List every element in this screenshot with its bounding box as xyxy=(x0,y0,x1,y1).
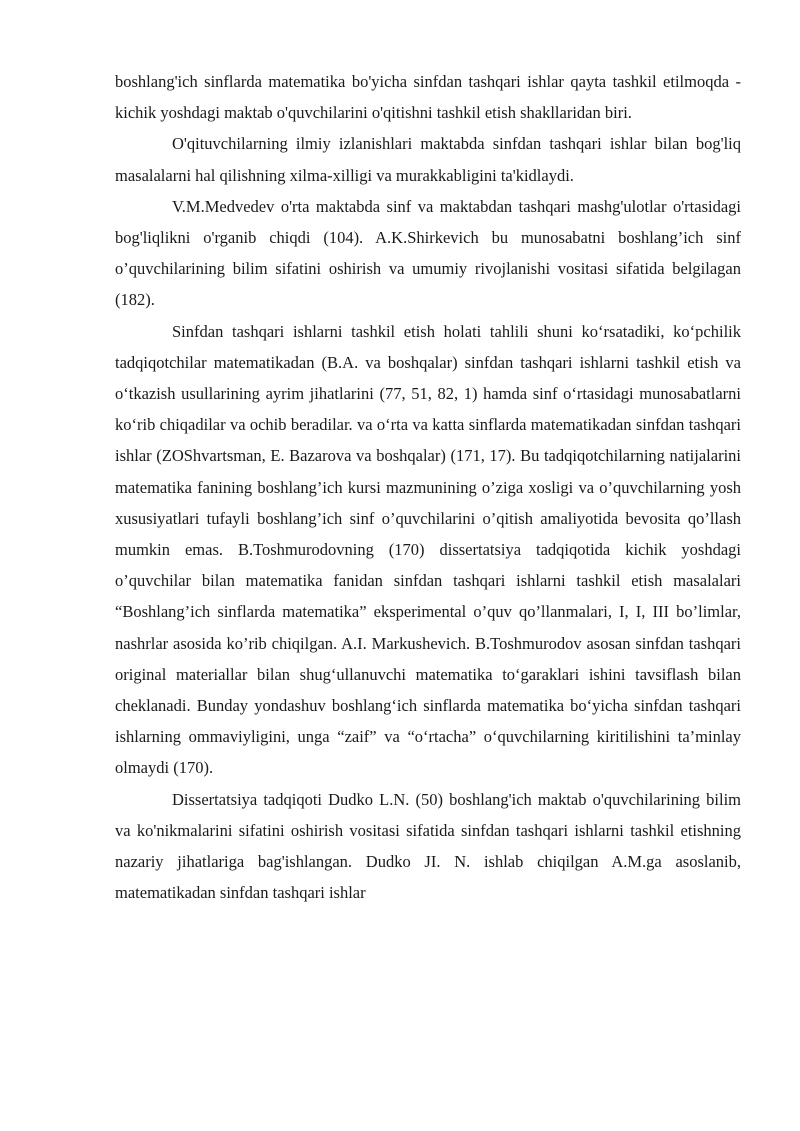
paragraph: boshlang'ich sinflarda matematika bo'yicha sinfdan tashqari ishlar qayta tashkil etilmoqda - kichik yoshdagi maktab o'quvchilarini o'qitishni tashkil etish shakllaridan biri. xyxy=(115,72,741,123)
paragraph: O'qituvchilarning ilmiy izlanishlari maktabda sinfdan tashqari ishlar bilan bog'liq masalalarni hal qilishning xilma-xilligi va murakkabligini ta'kidlaydi. xyxy=(115,134,741,185)
paragraph: Sinfdan tashqari ishlarni tashkil etish holati tahlili shuni ko‘rsatadiki, ko‘pchilik tadqiqotchilar matematikadan (B.A. va boshqalar) sinfdan tashqari ishlarni tashkil etish va o‘tkazish usullarining ayrim jihatlarini (77, 51, 82, 1) hamda sinf o‘rtasidagi munosabatlarni ko‘rib chiqadilar va ochib beradilar. va o‘rta va katta sinflarda matematikadan sinfdan tashqari ishlar (ZOShvartsman, E. Bazarova va boshqalar) (171, 17). Bu tadqiqotchilarning natijalarini matematika fanining boshlang’ich kursi mazmunining o’ziga xosligi va o’quvchilarning yosh xususiyatlari tufayli boshlang’ich sinf o’quvchilarini o’qitish amaliyotida bevosita qo’llash mumkin emas. B.Toshmurodovning (170) dissertatsiya tadqiqotida kichik yoshdagi o’quvchilar bilan matematika fanidan sinfdan tashqari ishlarni tashkil etish masalalari “Boshlang’ich sinflarda matematika” eksperimental o’quv qo’llanmalari, I, I, III bo’limlar, nashrlar asosida ko’rib chiqilgan. A.I. Markushevich. B.Toshmurodov asosan sinfdan tashqari original materiallar bilan shug‘ullanuvchi matematika to‘garaklari ishini tavsiflash bilan cheklanadi. Bunday yondashuv boshlang‘ich sinflarda matematika bo‘yicha sinfdan tashqari ishlarning ommaviyligini, unga “zaif” va “o‘rtacha” o‘quvchilarning kiritilishini ta’minlay olmaydi (170). xyxy=(115,321,741,778)
document-page xyxy=(115,66,741,908)
paragraph: V.M.Medvedev o'rta maktabda sinf va maktabdan tashqari mashg'ulotlar o'rtasidagi bog'liqlikni o'rganib chiqdi (104). A.K.Shirkevich bu munosabatni boshlang’ich sinf o’quvchilarining bilim sifatini oshirish va umumiy rivojlanishi vositasi sifatida belgilagan (182). xyxy=(115,196,741,310)
paragraph: Dissertatsiya tadqiqoti Dudko L.N. (50) boshlang'ich maktab o'quvchilarining bilim va ko'nikmalarini sifatini oshirish vositasi sifatida sinfdan tashqari ishlarni tashkil etishning nazariy jihatlariga bag'ishlangan. Dudko JI. N. ishlab chiqilgan A.M.ga asoslanib, matematikadan sinfdan tashqari ishlar xyxy=(115,789,741,903)
